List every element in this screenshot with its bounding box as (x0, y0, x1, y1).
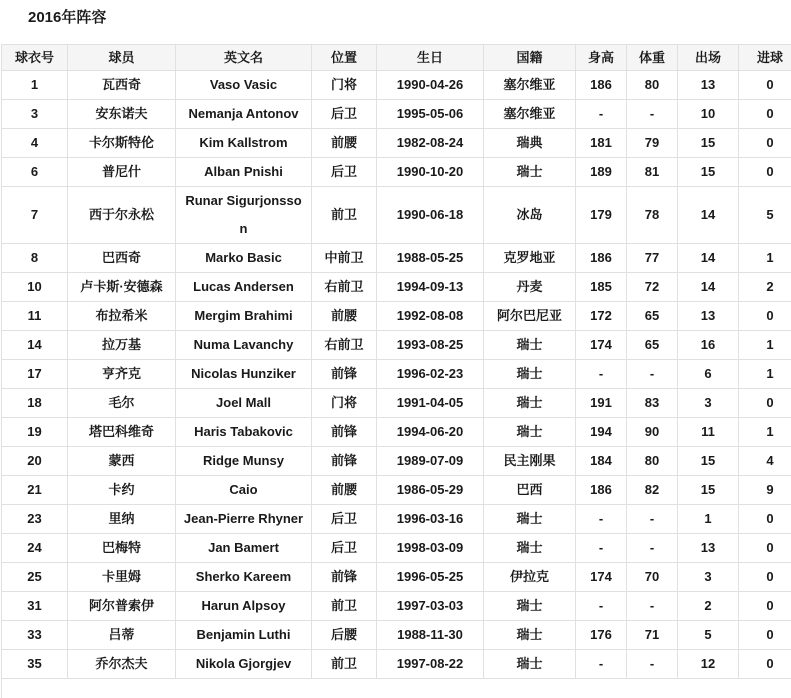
cell: 1996-03-16 (377, 505, 484, 534)
column-header-4: 生日 (377, 45, 484, 71)
cell: 81 (627, 158, 678, 187)
cell: 176 (576, 621, 627, 650)
table-row (2, 100, 791, 129)
column-header-3: 位置 (312, 45, 377, 71)
cell: 191 (576, 389, 627, 418)
column-header-0: 球衣号 (2, 45, 68, 71)
cell: Harun Alpsoy (176, 592, 312, 621)
cell: 186 (576, 244, 627, 273)
roster-table-foot (2, 679, 791, 698)
table-row (2, 187, 791, 244)
cell: Ridge Munsy (176, 447, 312, 476)
cell: 毛尔 (68, 389, 176, 418)
cell: 中前卫 (312, 244, 377, 273)
table-row (2, 592, 791, 621)
cell: 门将 (312, 389, 377, 418)
cell: - (627, 360, 678, 389)
cell: 巴梅特 (68, 534, 176, 563)
cell: 门将 (312, 71, 377, 100)
column-header-7: 体重 (627, 45, 678, 71)
cell: 阿尔普索伊 (68, 592, 176, 621)
filler-row (2, 679, 791, 698)
cell: 1 (739, 331, 791, 360)
cell: 巴西奇 (68, 244, 176, 273)
cell: 20 (2, 447, 68, 476)
column-header-9: 进球 (739, 45, 791, 71)
cell: Caio (176, 476, 312, 505)
cell: 0 (739, 621, 791, 650)
cell: Sherko Kareem (176, 563, 312, 592)
cell: 亨齐克 (68, 360, 176, 389)
table-row (2, 389, 791, 418)
table-row (2, 302, 791, 331)
cell: 0 (739, 302, 791, 331)
cell: 5 (678, 621, 739, 650)
cell: 8 (2, 244, 68, 273)
cell: 0 (739, 389, 791, 418)
cell: 后卫 (312, 505, 377, 534)
cell: 33 (2, 621, 68, 650)
cell: Benjamin Luthi (176, 621, 312, 650)
column-header-5: 国籍 (484, 45, 576, 71)
cell: 25 (2, 563, 68, 592)
cell: 瑞典 (484, 129, 576, 158)
cell: 189 (576, 158, 627, 187)
cell: 0 (739, 129, 791, 158)
cell: 172 (576, 302, 627, 331)
cell: 1 (2, 71, 68, 100)
cell: - (576, 360, 627, 389)
cell: 7 (2, 187, 68, 244)
table-row (2, 563, 791, 592)
cell: 15 (678, 158, 739, 187)
cell: 14 (2, 331, 68, 360)
cell: 卡里姆 (68, 563, 176, 592)
cell: 塔巴科维奇 (68, 418, 176, 447)
cell: 冰岛 (484, 187, 576, 244)
cell: Nikola Gjorgjev (176, 650, 312, 679)
table-row (2, 158, 791, 187)
cell: 1991-04-05 (377, 389, 484, 418)
cell: 12 (678, 650, 739, 679)
cell: 14 (678, 273, 739, 302)
cell: 1988-05-25 (377, 244, 484, 273)
table-row (2, 331, 791, 360)
cell: 前腰 (312, 129, 377, 158)
table-row (2, 650, 791, 679)
cell: 90 (627, 418, 678, 447)
cell: 瑞士 (484, 158, 576, 187)
cell: 瑞士 (484, 418, 576, 447)
cell: 31 (2, 592, 68, 621)
cell: 15 (678, 476, 739, 505)
cell: 23 (2, 505, 68, 534)
cell: 0 (739, 100, 791, 129)
cell: 民主刚果 (484, 447, 576, 476)
cell: 1994-09-13 (377, 273, 484, 302)
cell: 前锋 (312, 418, 377, 447)
cell: 1992-08-08 (377, 302, 484, 331)
table-row (2, 244, 791, 273)
cell: Marko Basic (176, 244, 312, 273)
cell: 0 (739, 563, 791, 592)
roster-table (1, 44, 791, 698)
cell: 安东诺夫 (68, 100, 176, 129)
cell: 乔尔杰夫 (68, 650, 176, 679)
cell: 82 (627, 476, 678, 505)
cell: 9 (739, 476, 791, 505)
cell: 右前卫 (312, 273, 377, 302)
cell: 19 (2, 418, 68, 447)
cell: 24 (2, 534, 68, 563)
cell: 1989-07-09 (377, 447, 484, 476)
cell: 1982-08-24 (377, 129, 484, 158)
table-row (2, 534, 791, 563)
cell: 184 (576, 447, 627, 476)
cell: Lucas Andersen (176, 273, 312, 302)
roster-table-head (2, 45, 791, 71)
cell: 17 (2, 360, 68, 389)
cell: 80 (627, 447, 678, 476)
cell: 179 (576, 187, 627, 244)
cell: 右前卫 (312, 331, 377, 360)
cell: - (576, 505, 627, 534)
cell: 65 (627, 331, 678, 360)
cell: 11 (678, 418, 739, 447)
cell: 185 (576, 273, 627, 302)
header-row (2, 45, 791, 71)
cell: 瑞士 (484, 592, 576, 621)
cell: 14 (678, 187, 739, 244)
cell: 3 (678, 563, 739, 592)
cell: 1996-05-25 (377, 563, 484, 592)
cell: - (576, 592, 627, 621)
column-header-8: 出场 (678, 45, 739, 71)
cell: 65 (627, 302, 678, 331)
cell: 西于尔永松 (68, 187, 176, 244)
cell: 丹麦 (484, 273, 576, 302)
cell: 0 (739, 505, 791, 534)
cell: 1996-02-23 (377, 360, 484, 389)
table-row (2, 621, 791, 650)
cell: 11 (2, 302, 68, 331)
cell: 70 (627, 563, 678, 592)
cell: 3 (2, 100, 68, 129)
cell: 194 (576, 418, 627, 447)
table-row (2, 418, 791, 447)
cell: 3 (678, 389, 739, 418)
cell: - (576, 534, 627, 563)
cell: 前锋 (312, 447, 377, 476)
cell: 35 (2, 650, 68, 679)
cell: 1990-04-26 (377, 71, 484, 100)
cell: 0 (739, 592, 791, 621)
cell: 1994-06-20 (377, 418, 484, 447)
cell: - (576, 650, 627, 679)
cell: 71 (627, 621, 678, 650)
cell: 6 (2, 158, 68, 187)
cell: 瓦西奇 (68, 71, 176, 100)
column-header-2: 英文名 (176, 45, 312, 71)
cell: 1 (739, 418, 791, 447)
cell: 前锋 (312, 563, 377, 592)
cell: 吕蒂 (68, 621, 176, 650)
cell: 0 (739, 158, 791, 187)
cell: 塞尔维亚 (484, 71, 576, 100)
cell: 卢卡斯·安德森 (68, 273, 176, 302)
cell: 1990-06-18 (377, 187, 484, 244)
cell: - (627, 100, 678, 129)
cell: 0 (739, 534, 791, 563)
table-row (2, 360, 791, 389)
cell: 13 (678, 534, 739, 563)
cell: 后卫 (312, 158, 377, 187)
cell: - (627, 534, 678, 563)
cell: 1998-03-09 (377, 534, 484, 563)
cell: 13 (678, 71, 739, 100)
cell: Alban Pnishi (176, 158, 312, 187)
cell: 1997-03-03 (377, 592, 484, 621)
cell: 174 (576, 331, 627, 360)
cell: Joel Mall (176, 389, 312, 418)
cell: 普尼什 (68, 158, 176, 187)
cell: - (627, 505, 678, 534)
cell: 16 (678, 331, 739, 360)
cell: 14 (678, 244, 739, 273)
cell: 1988-11-30 (377, 621, 484, 650)
column-header-1: 球员 (68, 45, 176, 71)
table-row (2, 476, 791, 505)
cell: 1993-08-25 (377, 331, 484, 360)
cell: 瑞士 (484, 331, 576, 360)
cell: 6 (678, 360, 739, 389)
cell: 21 (2, 476, 68, 505)
cell: 13 (678, 302, 739, 331)
cell: Haris Tabakovic (176, 418, 312, 447)
cell: 1995-05-06 (377, 100, 484, 129)
cell: 186 (576, 71, 627, 100)
cell: 2 (739, 273, 791, 302)
cell: Nemanja Antonov (176, 100, 312, 129)
cell: 后腰 (312, 621, 377, 650)
cell: 83 (627, 389, 678, 418)
cell: 77 (627, 244, 678, 273)
cell: 186 (576, 476, 627, 505)
cell: Numa Lavanchy (176, 331, 312, 360)
cell: 前锋 (312, 360, 377, 389)
table-row (2, 129, 791, 158)
cell: 布拉希米 (68, 302, 176, 331)
cell: 里纳 (68, 505, 176, 534)
cell: 瑞士 (484, 534, 576, 563)
filler-cell (2, 679, 791, 698)
cell: 前腰 (312, 302, 377, 331)
cell: Jean-Pierre Rhyner (176, 505, 312, 534)
cell: 78 (627, 187, 678, 244)
cell: 前腰 (312, 476, 377, 505)
cell: 1990-10-20 (377, 158, 484, 187)
cell: 瑞士 (484, 621, 576, 650)
cell: 0 (739, 650, 791, 679)
cell: 伊拉克 (484, 563, 576, 592)
page-title: 2016年阵容 (28, 9, 107, 26)
cell: 卡约 (68, 476, 176, 505)
cell: - (627, 650, 678, 679)
cell: 0 (739, 71, 791, 100)
cell: 瑞士 (484, 389, 576, 418)
cell: 4 (739, 447, 791, 476)
cell: 15 (678, 129, 739, 158)
cell: 10 (678, 100, 739, 129)
cell: Kim Kallstrom (176, 129, 312, 158)
cell: 1986-05-29 (377, 476, 484, 505)
cell: 前卫 (312, 187, 377, 244)
column-header-6: 身高 (576, 45, 627, 71)
cell: 79 (627, 129, 678, 158)
table-row (2, 273, 791, 302)
cell: Runar Sigurjonsson (176, 187, 312, 244)
cell: 瑞士 (484, 505, 576, 534)
cell: 80 (627, 71, 678, 100)
cell: 1 (739, 360, 791, 389)
roster-table-body (2, 71, 791, 679)
cell: 4 (2, 129, 68, 158)
table-row (2, 71, 791, 100)
cell: 瑞士 (484, 650, 576, 679)
cell: 阿尔巴尼亚 (484, 302, 576, 331)
table-row (2, 447, 791, 476)
cell: 蒙西 (68, 447, 176, 476)
cell: 前卫 (312, 592, 377, 621)
cell: 181 (576, 129, 627, 158)
cell: 2 (678, 592, 739, 621)
cell: 后卫 (312, 100, 377, 129)
cell: 72 (627, 273, 678, 302)
cell: 卡尔斯特伦 (68, 129, 176, 158)
cell: 瑞士 (484, 360, 576, 389)
cell: Jan Bamert (176, 534, 312, 563)
cell: 塞尔维亚 (484, 100, 576, 129)
cell: 拉万基 (68, 331, 176, 360)
cell: 1 (739, 244, 791, 273)
cell: 18 (2, 389, 68, 418)
cell: - (576, 100, 627, 129)
cell: 克罗地亚 (484, 244, 576, 273)
cell: Nicolas Hunziker (176, 360, 312, 389)
cell: 15 (678, 447, 739, 476)
cell: 巴西 (484, 476, 576, 505)
cell: 后卫 (312, 534, 377, 563)
cell: 前卫 (312, 650, 377, 679)
cell: - (627, 592, 678, 621)
cell: 5 (739, 187, 791, 244)
cell: 10 (2, 273, 68, 302)
cell: 1 (678, 505, 739, 534)
cell: 1997-08-22 (377, 650, 484, 679)
cell: 174 (576, 563, 627, 592)
table-row (2, 505, 791, 534)
cell: Vaso Vasic (176, 71, 312, 100)
cell: Mergim Brahimi (176, 302, 312, 331)
